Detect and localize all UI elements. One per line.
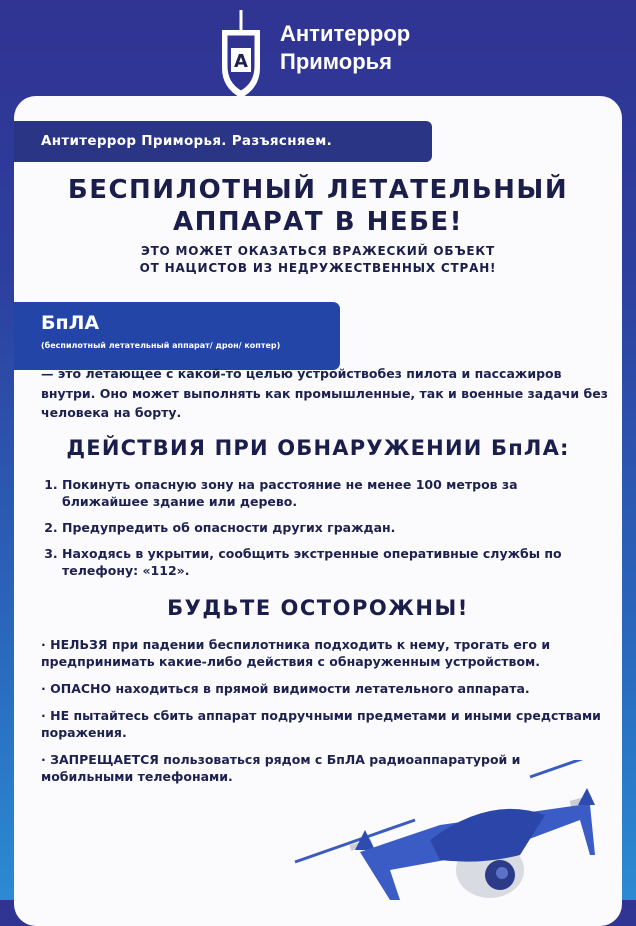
main-title [14, 174, 622, 238]
caution-heading: БУДЬТЕ ОСТОРОЖНЫ! [167, 596, 469, 620]
subtitle-line: ЭТО МОЖЕТ ОКАЗАТЬСЯ ВРАЖЕСКИЙ ОБЪЕКТ [140, 244, 496, 258]
bpla-expansion: (беспилотный летательный аппарат/ дрон/ коптер) [41, 341, 281, 350]
caution-keyword: ОПАСНО [50, 681, 112, 696]
subtitle-line: ОТ НАЦИСТОВ ИЗ НЕДРУЖЕСТВЕННЫХ СТРАН! [139, 261, 497, 275]
action-item: 1. Покинуть опасную зону на расстояние не менее 100 метров за ближайшее здание или дерево. [62, 476, 602, 510]
caution-item: · ОПАСНО находиться в прямой видимости летательного аппарата. [41, 681, 530, 696]
action-item: 3. Находясь в укрытии, сообщить экстренные оперативные службы по телефону: «112». [62, 545, 602, 579]
caution-item: · НЕ пытайтесь сбить аппарат подручными предметами и иными средствами поражения. [41, 708, 601, 740]
bpla-heading: БпЛА [41, 312, 100, 334]
antiterror-shield-logo [216, 8, 266, 108]
caution-text: пользоваться рядом с БпЛА радиоаппаратурой и мобильными телефонами. [41, 752, 521, 784]
caution-item: · ЗАПРЕЩАЕТСЯ пользоваться рядом с БпЛА радиоаппаратурой и мобильными телефонами. [41, 752, 521, 784]
title-line: АППАРАТ В НЕБЕ! [172, 207, 464, 237]
actions-heading: ДЕЙСТВИЯ ПРИ ОБНАРУЖЕНИИ БпЛА: [66, 436, 570, 460]
caution-keyword: НЕЛЬЗЯ [50, 637, 108, 652]
caution-item: · НЕЛЬЗЯ при падении беспилотника подходить к нему, трогать его и предпринимать какие-либо действия с обнаруженным устройством. [41, 637, 551, 669]
brand-name [280, 20, 410, 76]
actions-list [42, 476, 602, 588]
action-item: 2. Предупредить об опасности других граждан. [62, 519, 602, 536]
subtitle [14, 243, 622, 277]
brand-line-1: Антитеррор [280, 21, 411, 46]
svg-text:А: А [234, 51, 248, 72]
caution-keyword: НЕ [50, 708, 70, 723]
caution-text: находиться в прямой видимости летательного аппарата. [111, 681, 530, 696]
caution-keyword: ЗАПРЕЩАЕТСЯ [50, 752, 159, 767]
definition-text: — это летающее с какой-то целью устройствобез пилота и пассажиров внутри. Оно может выполнять как промышленные, так и военные задачи без человека на борту. [41, 366, 608, 420]
caution-text: пытайтесь сбить аппарат подручными предметами и иными средствами поражения. [41, 708, 601, 740]
title-line: БЕСПИЛОТНЫЙ ЛЕТАТЕЛЬНЫЙ [67, 175, 569, 205]
bpla-box [14, 302, 340, 370]
caution-text: при падении беспилотника подходить к нему, трогать его и предпринимать какие-либо действия с обнаруженным устройством. [41, 637, 551, 669]
explainer-band: Антитеррор Приморья. Разъясняем. [14, 121, 432, 162]
drone-illustration [290, 760, 636, 900]
brand-line-2: Приморья [280, 49, 392, 74]
